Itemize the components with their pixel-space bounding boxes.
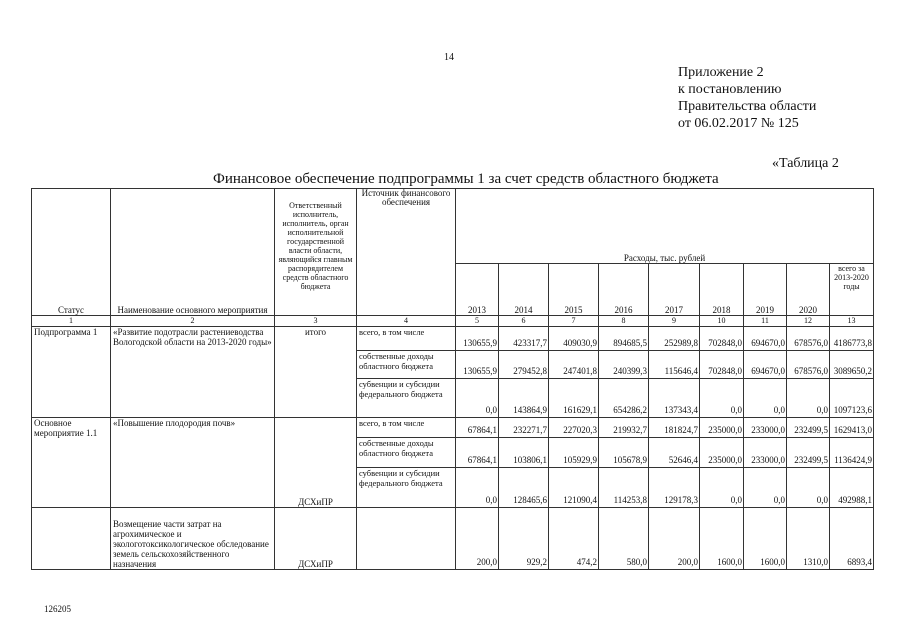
table-cell: 4186773,8 bbox=[830, 327, 874, 351]
header-year: 2013 bbox=[456, 264, 499, 316]
table-label: «Таблица 2 bbox=[772, 156, 839, 171]
table-row bbox=[32, 418, 874, 438]
header-year: 2018 bbox=[700, 264, 744, 316]
header-source: Источник финансового обеспечения bbox=[357, 189, 456, 316]
page-number: 14 bbox=[444, 52, 454, 63]
table-cell: 67864,1 bbox=[456, 438, 499, 468]
table-cell: 181824,7 bbox=[649, 418, 700, 438]
column-index-row bbox=[32, 316, 874, 327]
table-cell: 67864,1 bbox=[456, 418, 499, 438]
column-index: 9 bbox=[649, 316, 700, 327]
row-name: «Повышение плодородия почв» bbox=[111, 418, 275, 508]
table-cell: 0,0 bbox=[700, 379, 744, 418]
row-source: всего, в том числе bbox=[357, 327, 456, 351]
table-cell: 232499,5 bbox=[787, 438, 830, 468]
column-index: 13 bbox=[830, 316, 874, 327]
table-cell: 247401,8 bbox=[549, 351, 599, 379]
header-year: 2016 bbox=[599, 264, 649, 316]
appendix-block bbox=[678, 64, 816, 132]
finance-table bbox=[31, 188, 874, 570]
table-cell: 1136424,9 bbox=[830, 438, 874, 468]
row-status: Подпрограмма 1 bbox=[32, 327, 111, 418]
appendix-line: Правительства области bbox=[678, 99, 817, 114]
table-cell: 233000,0 bbox=[744, 418, 787, 438]
row-executor: ДСХиПР bbox=[275, 418, 357, 508]
column-index: 10 bbox=[700, 316, 744, 327]
table-cell: 0,0 bbox=[744, 379, 787, 418]
table-cell: 0,0 bbox=[787, 379, 830, 418]
header-total: всего за 2013-2020 годы bbox=[830, 264, 874, 316]
table-cell: 233000,0 bbox=[744, 438, 787, 468]
table-cell: 474,2 bbox=[549, 508, 599, 570]
table-cell: 143864,9 bbox=[499, 379, 549, 418]
table-cell: 1310,0 bbox=[787, 508, 830, 570]
table-cell: 252989,8 bbox=[649, 327, 700, 351]
header-year: 2014 bbox=[499, 264, 549, 316]
row-source-empty bbox=[357, 508, 456, 570]
header-expenses: Расходы, тыс. рублей bbox=[456, 189, 874, 264]
table-cell: 235000,0 bbox=[700, 418, 744, 438]
table-cell: 409030,9 bbox=[549, 327, 599, 351]
table-cell: 0,0 bbox=[700, 468, 744, 508]
table-cell: 1600,0 bbox=[744, 508, 787, 570]
table-cell: 128465,6 bbox=[499, 468, 549, 508]
table-cell: 105678,9 bbox=[599, 438, 649, 468]
column-index: 4 bbox=[357, 316, 456, 327]
column-index: 5 bbox=[456, 316, 499, 327]
table-cell: 129178,3 bbox=[649, 468, 700, 508]
table-cell: 52646,4 bbox=[649, 438, 700, 468]
column-index: 7 bbox=[549, 316, 599, 327]
table-cell: 161629,1 bbox=[549, 379, 599, 418]
header-year: 2015 bbox=[549, 264, 599, 316]
table-cell: 0,0 bbox=[744, 468, 787, 508]
table-cell: 137343,4 bbox=[649, 379, 700, 418]
table-row bbox=[32, 508, 874, 570]
row-executor: ДСХиПР bbox=[275, 508, 357, 570]
table-cell: 694670,0 bbox=[744, 351, 787, 379]
table-cell: 702848,0 bbox=[700, 351, 744, 379]
table-cell: 121090,4 bbox=[549, 468, 599, 508]
table-cell: 492988,1 bbox=[830, 468, 874, 508]
row-source: собственные доходы областного бюджета bbox=[357, 438, 456, 468]
table-cell: 580,0 bbox=[599, 508, 649, 570]
table-cell: 423317,7 bbox=[499, 327, 549, 351]
column-index: 2 bbox=[111, 316, 275, 327]
row-source: всего, в том числе bbox=[357, 418, 456, 438]
table-cell: 1600,0 bbox=[700, 508, 744, 570]
header-name: Наименование основного мероприятия bbox=[111, 189, 275, 316]
table-cell: 114253,8 bbox=[599, 468, 649, 508]
table-cell: 0,0 bbox=[456, 379, 499, 418]
table-cell: 279452,8 bbox=[499, 351, 549, 379]
row-status: Основное мероприятие 1.1 bbox=[32, 418, 111, 508]
row-source: собственные доходы областного бюджета bbox=[357, 351, 456, 379]
row-name: «Развитие подотрасли растениеводства Вологодской области на 2013-2020 годы» bbox=[111, 327, 275, 418]
header-year: 2017 bbox=[649, 264, 700, 316]
document-title: Финансовое обеспечение подпрограммы 1 за счет средств областного бюджета bbox=[213, 171, 719, 187]
appendix-line: к постановлению bbox=[678, 82, 782, 97]
column-index: 3 bbox=[275, 316, 357, 327]
column-index: 11 bbox=[744, 316, 787, 327]
row-source: субвенции и субсидии федерального бюджета bbox=[357, 379, 456, 418]
table-cell: 130655,9 bbox=[456, 327, 499, 351]
table-cell: 1097123,6 bbox=[830, 379, 874, 418]
table-cell: 702848,0 bbox=[700, 327, 744, 351]
table-cell: 115646,4 bbox=[649, 351, 700, 379]
table-cell: 694670,0 bbox=[744, 327, 787, 351]
table-cell: 232499,5 bbox=[787, 418, 830, 438]
row-source: субвенции и субсидии федерального бюджета bbox=[357, 468, 456, 508]
table-cell: 929,2 bbox=[499, 508, 549, 570]
row-name: Возмещение части затрат на агрохимическое и экологотоксикологическое обследование земель сельскохозяйственного назначения bbox=[111, 508, 275, 570]
appendix-line: Приложение 2 bbox=[678, 65, 764, 80]
table-cell: 3089650,2 bbox=[830, 351, 874, 379]
table-cell: 678576,0 bbox=[787, 327, 830, 351]
table-cell: 240399,3 bbox=[599, 351, 649, 379]
table-cell: 678576,0 bbox=[787, 351, 830, 379]
table-cell: 200,0 bbox=[456, 508, 499, 570]
table-cell: 200,0 bbox=[649, 508, 700, 570]
table-cell: 894685,5 bbox=[599, 327, 649, 351]
row-status-empty bbox=[32, 508, 111, 570]
footer-code: 126205 bbox=[44, 604, 71, 614]
table-row bbox=[32, 327, 874, 351]
column-index: 1 bbox=[32, 316, 111, 327]
table-cell: 654286,2 bbox=[599, 379, 649, 418]
table-cell: 105929,9 bbox=[549, 438, 599, 468]
table-cell: 227020,3 bbox=[549, 418, 599, 438]
header-status: Статус bbox=[32, 189, 111, 316]
table-cell: 130655,9 bbox=[456, 351, 499, 379]
table-cell: 219932,7 bbox=[599, 418, 649, 438]
table-cell: 103806,1 bbox=[499, 438, 549, 468]
column-index: 12 bbox=[787, 316, 830, 327]
header-year: 2019 bbox=[744, 264, 787, 316]
table-cell: 0,0 bbox=[787, 468, 830, 508]
header-executor: Ответственный исполнитель, исполнитель, орган исполнительной государственной власти области, являющийся главным распорядителем средств областного бюджета bbox=[275, 189, 357, 316]
table-cell: 232271,7 bbox=[499, 418, 549, 438]
column-index: 6 bbox=[499, 316, 549, 327]
table-cell: 0,0 bbox=[456, 468, 499, 508]
appendix-line: от 06.02.2017 № 125 bbox=[678, 116, 799, 131]
table-cell: 235000,0 bbox=[700, 438, 744, 468]
column-index: 8 bbox=[599, 316, 649, 327]
table-cell: 6893,4 bbox=[830, 508, 874, 570]
header-year: 2020 bbox=[787, 264, 830, 316]
table-cell: 1629413,0 bbox=[830, 418, 874, 438]
row-executor: итого bbox=[275, 327, 357, 418]
